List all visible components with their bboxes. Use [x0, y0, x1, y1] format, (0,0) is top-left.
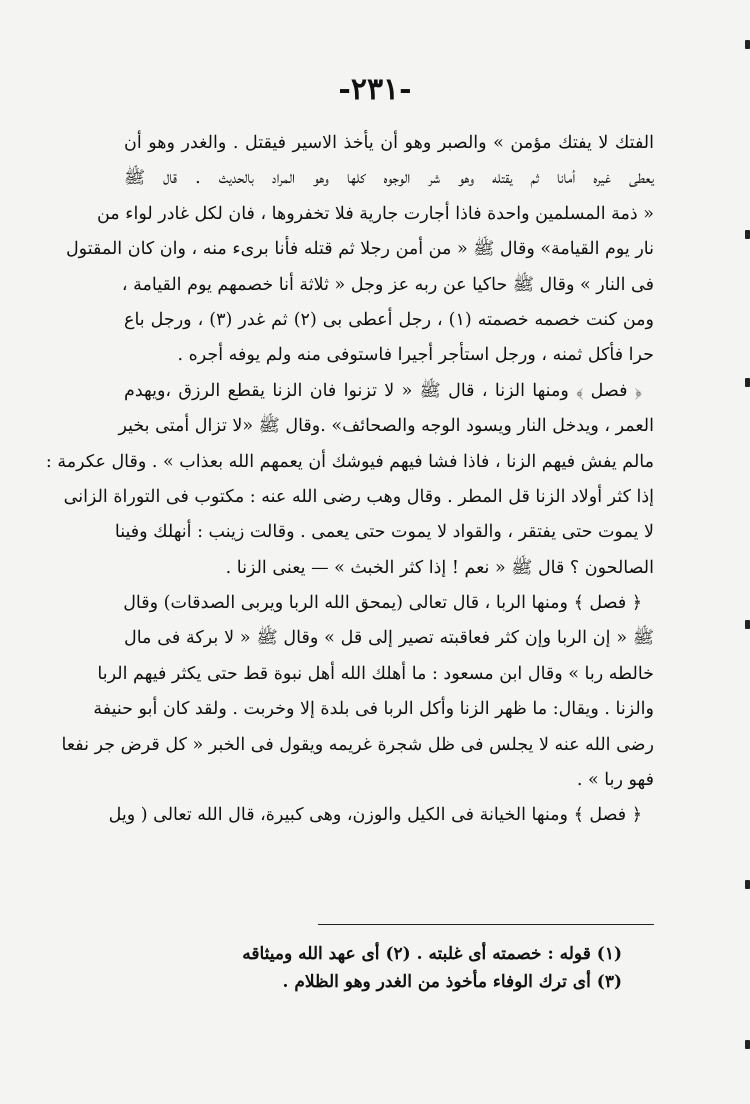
- margin-mark: [745, 1040, 750, 1049]
- text-line: نار يوم القيامة» وقال ﷺ « من أمن رجلا ثم قتله فأنا برىء منه ، وان كان المقتول: [65, 239, 654, 260]
- footnote: (١) قوله : خصمته أى غلبته . (٢) أى عهد الله وميثاقه: [242, 944, 622, 964]
- margin-mark: [745, 880, 750, 889]
- margin-mark: [745, 230, 750, 239]
- text-line: حرا فأكل ثمنه ، ورجل استأجر أجيرا فاستوفى منه ولم يوفه أجره .: [177, 345, 654, 366]
- footnotes: [242, 940, 622, 996]
- text-line: الصالحون ؟ قال ﷺ « نعم ! إذا كثر الخبث » — يعنى الزنا .: [225, 557, 654, 578]
- text-line: مالم يفش فيهم الزنا ، فاذا فشا فيهم فيوشك أن يعمهم الله بعذاب » . وقال عكرمة :: [45, 451, 654, 472]
- text-line: فهو ربا » .: [576, 770, 654, 791]
- text-line: والزنا . ويقال: ما ظهر الزنا وأكل الربا فى بلدة إلا وخربت . ولقد كان أبو حنيفة: [93, 699, 654, 720]
- text-line: ومن كنت خصمه خصمته (١) ، رجل أعطى بى (٢) ثم غدر (٣) ، ورجل باع: [124, 309, 654, 330]
- text-line: الفتك لا يفتك مؤمن » والصبر وهو أن يأخذ الاسير فيقتل . والغدر وهو أن: [124, 133, 654, 153]
- text-line: إذا كثر أولاد الزنا قل المطر . وقال وهب رضى الله عنه : مكتوب فى التوراة الزانى: [63, 486, 654, 507]
- text-line: خالطه ربا » وقال ابن مسعود : ما أهلك الله أهل نبوة قط حتى يكثر فيهم الربا: [97, 663, 654, 684]
- margin-mark: [745, 620, 750, 629]
- text-line: لا يموت حتى يفتقر ، والقواد لا يموت حتى يعمى . وقالت زينب : أنهلك وفينا: [114, 522, 654, 543]
- text-line: يعطى غيره أمانا ثم يقتله وهو شر الوجوه كلها وهو المراد بالحديث . قال ﷺ: [124, 168, 654, 189]
- text-line: رضى الله عنه لا يجلس فى ظل شجرة غريمه ويقول فى الخبر « كل قرض جر نفعا: [61, 734, 654, 755]
- text-line: العمر ، ويدخل النار ويسود الوجه والصحائف» .وقال ﷺ «لا تزال أمتى بخير: [118, 416, 654, 437]
- section-heading-line: ﴿ فصل ﴾ ومنها الربا ، قال تعالى (يمحق الله الربا ويربى الصدقات) وقال: [123, 593, 642, 614]
- section-heading-line: ﴿ فصل ﴾ ومنها الخيانة فى الكيل والوزن، وهى كبيرة، قال الله تعالى ( ويل: [108, 805, 642, 826]
- text-line: « ذمة المسلمين واحدة فاذا أجارت جارية فلا تخفروها ، فان لكل غادر لواء من: [96, 203, 654, 224]
- footnote-separator: [318, 924, 654, 925]
- section-heading-line: ﴿ فصل ﴾ ومنها الزنا ، قال ﷺ « لا تزنوا فان الزنا يقطع الرزق ،ويهدم: [124, 380, 642, 401]
- footnote: (٣) أى ترك الوفاء مأخوذ من الغدر وهو الظلام .: [282, 972, 622, 992]
- margin-mark: [745, 378, 750, 387]
- text-line: فى النار » وقال ﷺ حاكيا عن ربه عز وجل « ثلاثة أنا خصمهم يوم القيامة ،: [121, 274, 654, 295]
- margin-mark: [745, 40, 750, 49]
- main-text: [45, 126, 654, 834]
- text-line: ﷺ « إن الربا وإن كثر فعاقبته تصير إلى قل » وقال ﷺ « لا بركة فى مال: [124, 628, 654, 649]
- page-number: -٢٣١-: [338, 72, 412, 107]
